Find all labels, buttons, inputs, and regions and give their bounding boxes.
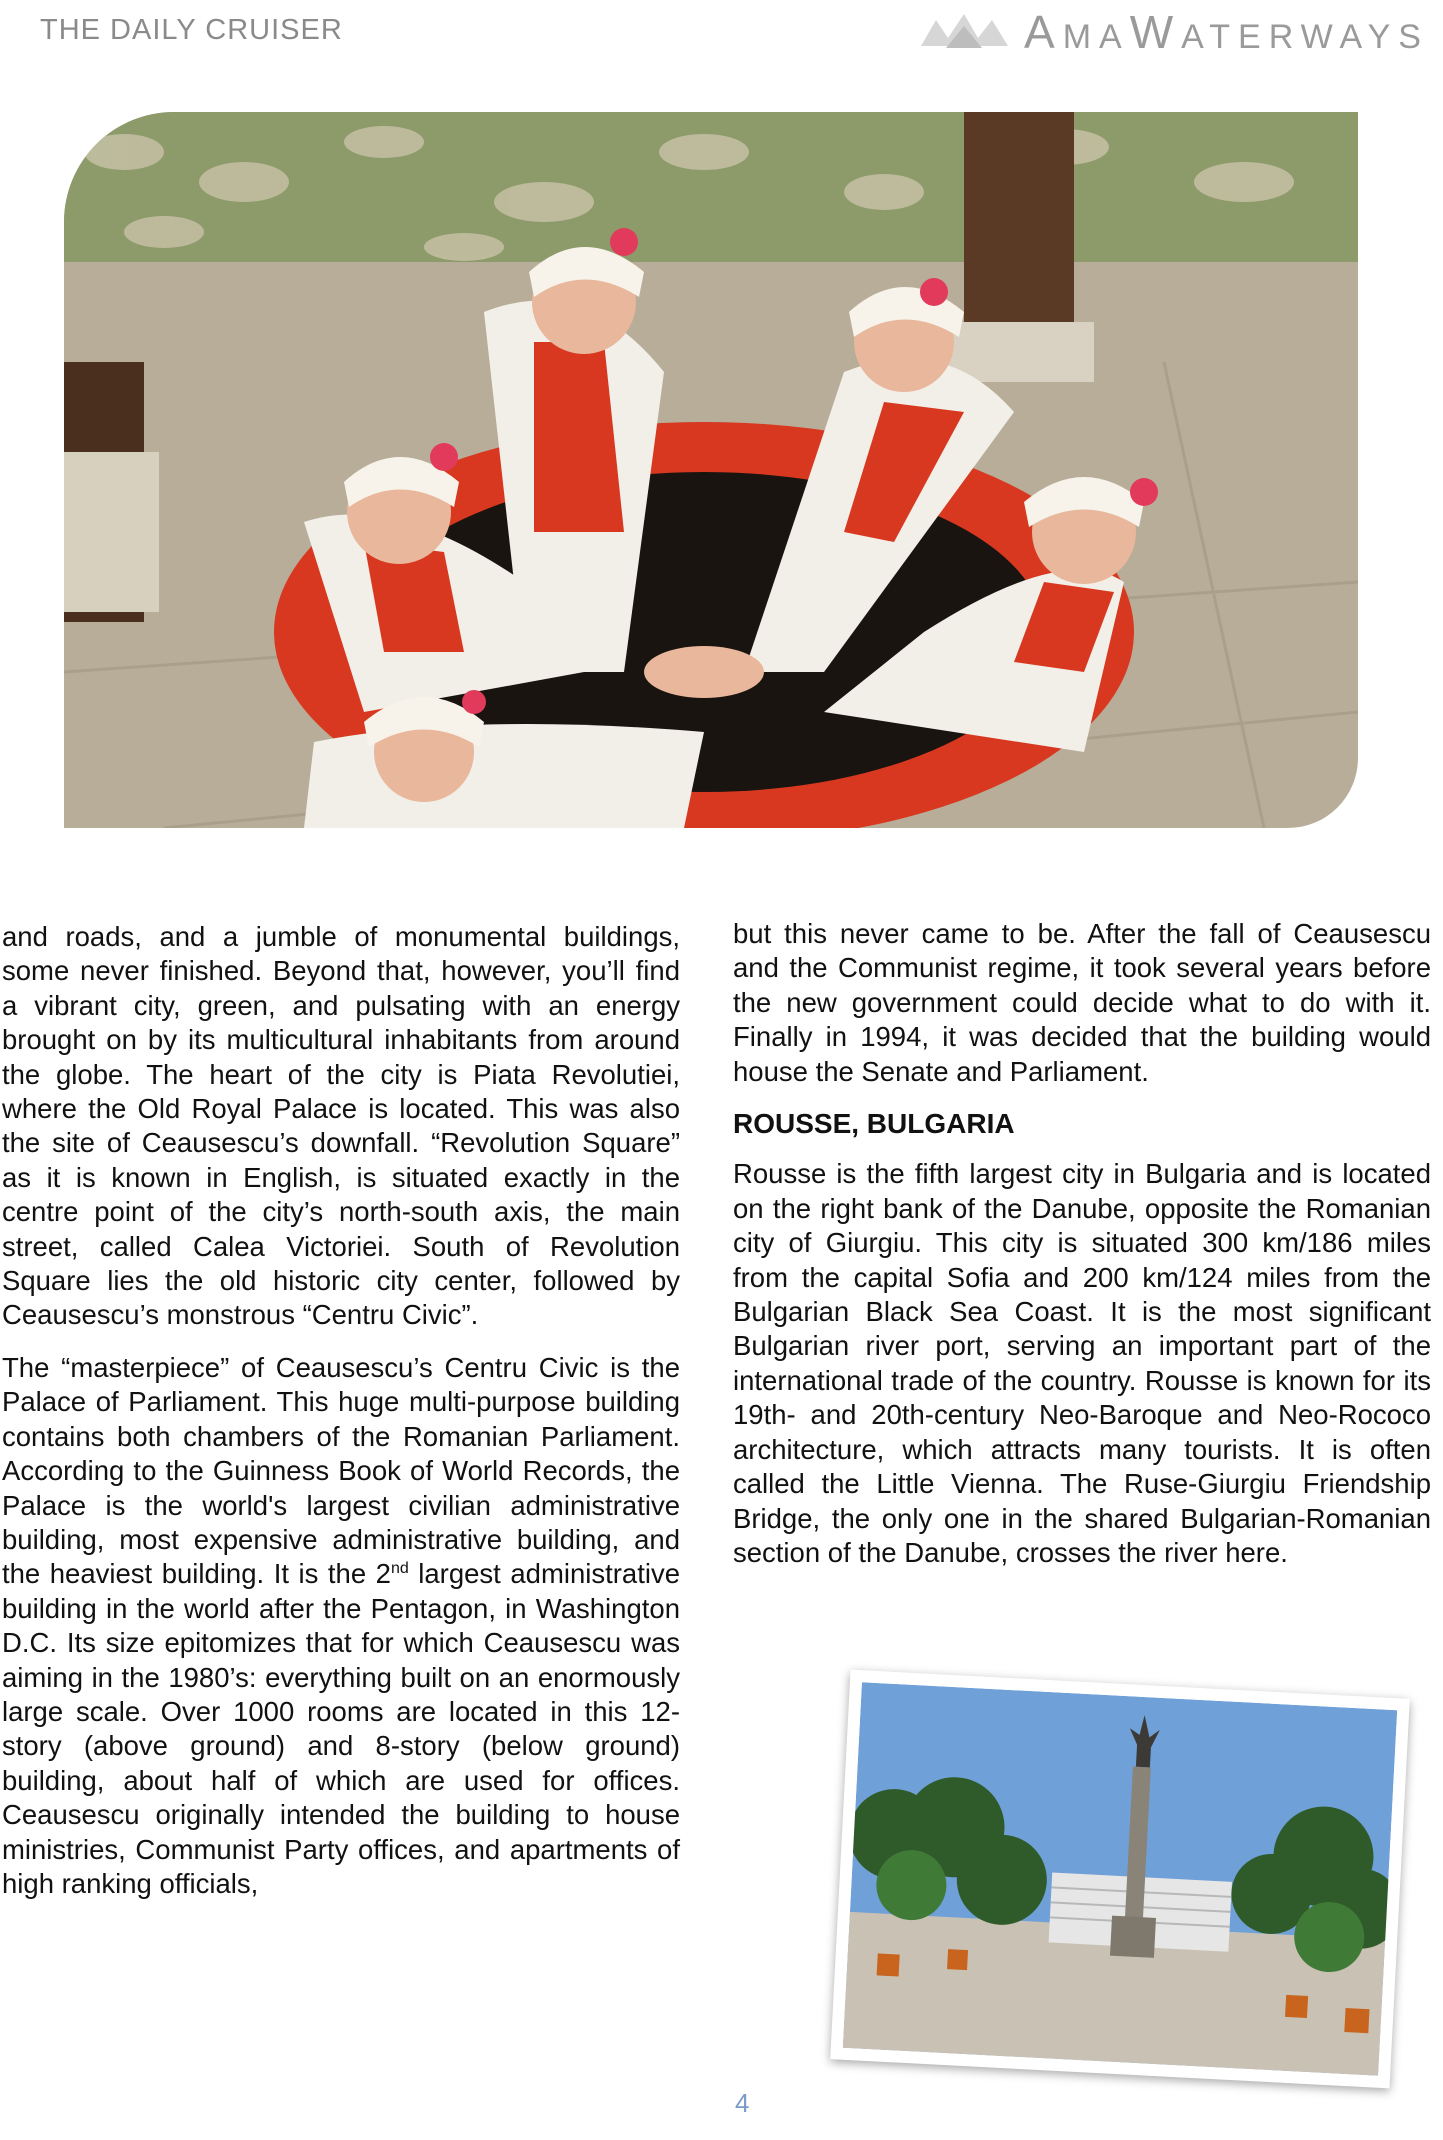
palace-of-parliament-paragraph: The “masterpiece” of Ceausescu’s Centru Civic is the Palace of Parliament. This huge multi-purpose building contains both chambers of the Romanian Parliament. According to the Guinness Book of World Records, the Palace is the world's largest civilian administrative building, most expensive administrative building, and the heaviest building. It is the 2nd largest administrative building in the world after the Pentagon, in Washington D.C. Its size epitomizes that for which Ceausescu was aiming in the 1980’s: everything built on an enormously large scale. Over 1000 rooms are located in this 12-story (above ground) and 8-story (below ground) building, about half of which are used for offices. Ceausescu originally intended the building to house ministries, Communist Party offices, and apartments of high ranking officials, (2, 1351, 680, 1899)
left-article-column (2, 920, 680, 1919)
rousse-heading: ROUSSE, BULGARIA (733, 1108, 1015, 1140)
rousse-monument-illustration (843, 1682, 1397, 2076)
dancers-photo (64, 112, 1358, 828)
parliament-continued-paragraph: but this never came to be. After the fall of Ceausescu and the Communist regime, it took several years before the new government could decide what to do with it. Finally in 1994, it was decided that the building would house the Senate and Parliament. (733, 918, 1431, 1087)
brand-logo (916, 6, 1429, 58)
brand-wordmark: AMAWATERWAYS (1024, 6, 1429, 58)
right-article-column (733, 917, 1431, 1588)
rousse-paragraph: Rousse is the fifth largest city in Bulgaria and is located on the right bank of the Danube, opposite the Romanian city of Giurgiu. This city is situated 300 km/186 miles from the capital Sofia and 200 km/124 miles from the Bulgarian Black Sea Coast. It is the most significant Bulgarian river port, serving an important part of the international trade of the country. Rousse is known for its 19th- and 20th-century Neo-Baroque and Neo-Rococo architecture, which attracts many tourists. It is often called the Little Vienna. The Ruse-Giurgiu Friendship Bridge, the only one in the shared Bulgarian-Romanian section of the Danube, crosses the river here. (733, 1158, 1431, 1568)
crown-emblem-icon (916, 8, 1016, 56)
page-number: 4 (735, 2088, 750, 2118)
dancers-illustration (64, 112, 1358, 828)
bucharest-paragraph: and roads, and a jumble of monumental buildings, some never finished. Beyond that, however, you’ll find a vibrant city, green, and pulsating with an energy brought on by its multicultural inhabitants from around the globe. The heart of the city is Piata Revolutiei, where the Old Royal Palace is located. This was also the site of Ceausescu’s downfall. “Revolution Square” as it is known in English, is situated exactly in the centre point of the city’s north-south axis, the main street, called Calea Victoriei. South of Revolution Square lies the old historic city center, followed by Ceausescu’s monstrous “Centru Civic”. (2, 921, 680, 1331)
publication-title: THE DAILY CRUISER (40, 14, 343, 46)
rousse-monument-photo (830, 1670, 1410, 2089)
